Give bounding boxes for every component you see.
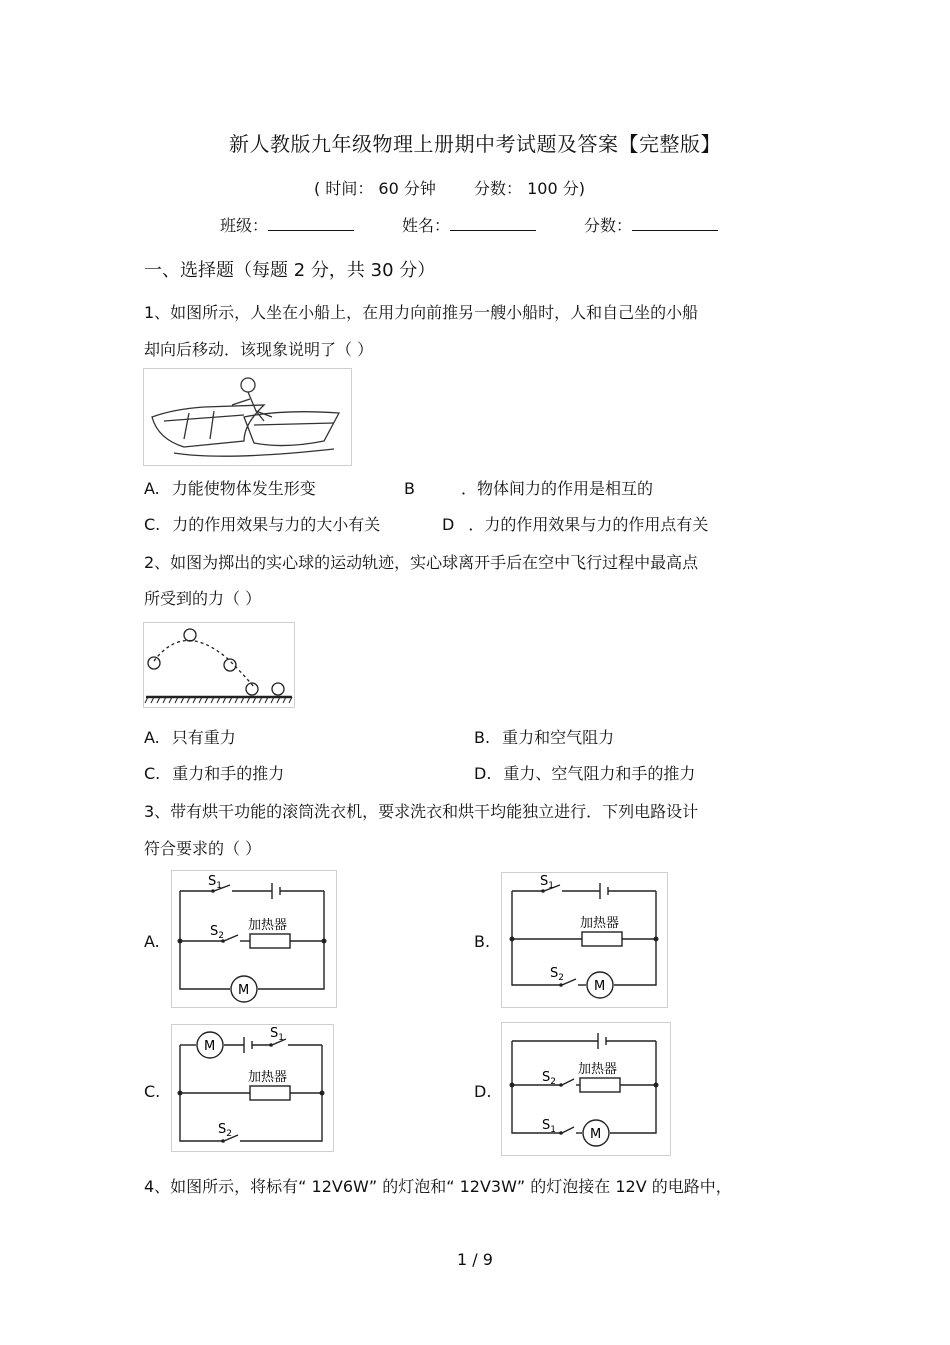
name-field xyxy=(402,213,536,236)
q2-option-b-text: 重力和空气阻力 xyxy=(502,728,615,747)
q1-option-c-text: 力的作用效果与力的大小有关 xyxy=(172,515,381,534)
q1-option-b-text: ．物体间力的作用是相互的 xyxy=(460,479,653,498)
svg-text:S1 xyxy=(208,874,222,891)
name-label: 姓名： xyxy=(402,216,451,235)
q2-option-a xyxy=(144,725,236,748)
svg-text:S1 xyxy=(542,1118,556,1135)
svg-text:S1 xyxy=(540,874,554,891)
q2-option-a-text: 只有重力 xyxy=(171,728,236,747)
class-blank xyxy=(268,216,354,231)
circuit-a-s2-text: S xyxy=(210,924,219,939)
circuit-c-s2-sub: 2 xyxy=(226,1129,232,1139)
q2-option-d xyxy=(474,761,695,784)
svg-text:S1 xyxy=(270,1026,284,1043)
q2-option-c-text: 重力和手的推力 xyxy=(172,764,285,783)
name-blank xyxy=(450,216,536,231)
circuit-c-motor-label: M xyxy=(204,1039,216,1054)
q1-option-c-letter: C. xyxy=(144,515,161,534)
circuit-b-diagram xyxy=(502,873,667,1007)
circuit-d-motor-label: M xyxy=(590,1127,602,1142)
circuit-d-s1-text: S xyxy=(542,1118,551,1133)
section-heading: 一、选择题（每题 2 分，共 30 分） xyxy=(144,260,436,281)
q1-option-b-letter: B xyxy=(404,479,415,498)
q1-line2: 却向后移动．该现象说明了（ ） xyxy=(144,340,374,359)
q1-option-d-letter: D xyxy=(442,515,455,534)
circuit-d-heater-label: 加热器 xyxy=(578,1062,618,1077)
q2-option-b-letter: B. xyxy=(474,728,491,747)
q2-option-b xyxy=(474,725,614,748)
circuit-b-motor-label: M xyxy=(594,979,606,994)
circuit-c-s1-sub: 1 xyxy=(278,1033,284,1043)
circuit-d-s1-sub: 1 xyxy=(550,1125,556,1135)
circuit-d-diagram xyxy=(502,1023,670,1155)
q1-option-a-text: 力能使物体发生形变 xyxy=(171,479,316,498)
circuit-d-figure xyxy=(501,1022,671,1156)
circuit-a-label: A. xyxy=(144,932,160,951)
circuit-d-label: D. xyxy=(474,1082,492,1101)
circuit-a-heater-label: 加热器 xyxy=(248,918,288,933)
circuit-c-s1-text: S xyxy=(270,1026,279,1041)
circuit-c-label: C. xyxy=(144,1082,161,1101)
q3-line2: 符合要求的（ ） xyxy=(144,839,262,858)
exam-score: 分数： 100 分) xyxy=(474,179,585,198)
q2-option-c-letter: C. xyxy=(144,764,161,783)
class-label: 班级： xyxy=(220,216,269,235)
circuit-b-s1-text: S xyxy=(540,874,549,889)
q1-option-a xyxy=(144,476,316,499)
q2-option-d-letter: D. xyxy=(474,764,492,783)
circuit-b-s2-sub: 2 xyxy=(558,973,564,983)
circuit-a-motor-label: M xyxy=(238,983,250,998)
circuit-a-diagram xyxy=(172,871,336,1007)
q1-option-d xyxy=(442,512,708,535)
svg-text:S2 xyxy=(550,966,564,983)
circuit-a-s2-sub: 2 xyxy=(218,931,224,941)
circuit-c-diagram xyxy=(172,1025,333,1151)
trajectory-figure xyxy=(143,622,295,708)
score-blank xyxy=(632,216,718,231)
q4-line1: 4、如图所示，将标有“ 12V6W” 的灯泡和“ 12V3W” 的灯泡接在 12V 的电路中， xyxy=(144,1177,732,1196)
class-field xyxy=(220,213,354,236)
q2-line1: 2、如图为掷出的实心球的运动轨迹，实心球离开手后在空中飞行过程中最高点 xyxy=(144,553,699,572)
svg-text:S2 xyxy=(218,1122,232,1139)
circuit-d-s2-text: S xyxy=(542,1070,551,1085)
circuit-c-heater-label: 加热器 xyxy=(248,1070,288,1085)
circuit-a-s1-text: S xyxy=(208,874,217,889)
circuit-a-s1-sub: 1 xyxy=(216,881,222,891)
q2-option-d-text: 重力、空气阻力和手的推力 xyxy=(503,764,696,783)
ball-trajectory-illustration xyxy=(144,623,294,707)
circuit-b-s2-text: S xyxy=(550,966,559,981)
circuit-b-figure xyxy=(501,872,668,1008)
q1-option-d-text: ．力的作用效果与力的作用点有关 xyxy=(468,515,709,534)
page-number: 1 / 9 xyxy=(457,1250,493,1269)
circuit-b-s1-sub: 1 xyxy=(548,881,554,891)
circuit-d-s2-sub: 2 xyxy=(550,1077,556,1087)
score-label: 分数： xyxy=(584,216,633,235)
q2-option-a-letter: A. xyxy=(144,728,160,747)
svg-text:S2 xyxy=(542,1070,556,1087)
q1-option-b xyxy=(404,476,653,499)
q3-line1: 3、带有烘干功能的滚筒洗衣机，要求洗衣和烘干均能独立进行．下列电路设计 xyxy=(144,802,699,821)
q1-option-a-letter: A. xyxy=(144,479,160,498)
circuit-a-figure xyxy=(171,870,337,1008)
boat-illustration xyxy=(144,369,351,465)
circuit-c-s2-text: S xyxy=(218,1122,227,1137)
circuit-b-heater-label: 加热器 xyxy=(580,916,620,931)
circuit-b-label: B. xyxy=(474,932,491,951)
page-title: 新人教版九年级物理上册期中考试题及答案【完整版】 xyxy=(229,132,721,156)
boat-figure xyxy=(143,368,352,466)
q1-line1: 1、如图所示，人坐在小船上，在用力向前推另一艘小船时，人和自己坐的小船 xyxy=(144,303,699,322)
circuit-c-figure xyxy=(171,1024,334,1152)
q2-line2: 所受到的力（ ） xyxy=(144,589,262,608)
q2-option-c xyxy=(144,761,284,784)
q1-option-c xyxy=(144,512,380,535)
exam-time: ( 时间： 60 分钟 xyxy=(314,179,436,198)
score-field xyxy=(584,213,718,236)
svg-text:S2 xyxy=(210,924,224,941)
